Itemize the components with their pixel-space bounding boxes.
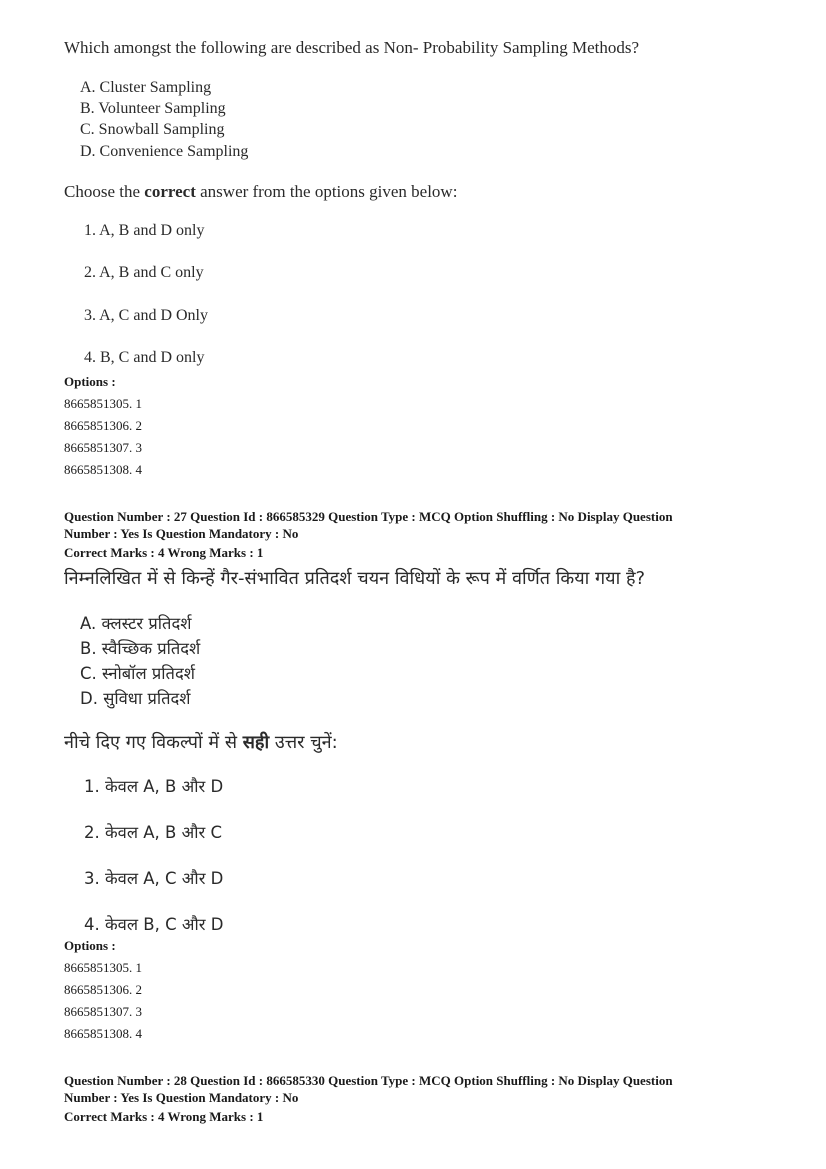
option-id: 8665851307. 3 [64, 1004, 142, 1019]
option-id: 8665851305. 1 [64, 396, 142, 411]
list-item: B. Volunteer Sampling [80, 100, 226, 117]
option-id: 8665851308. 4 [64, 462, 142, 477]
answer-choice: 1. A, B and D only [84, 222, 205, 239]
option-id: 8665851306. 2 [64, 982, 142, 997]
options-label: Options : [64, 374, 116, 389]
answer-choice: 4. केवल B, C और D [84, 915, 224, 934]
list-item: B. स्वैच्छिक प्रतिदर्श [80, 639, 201, 658]
question-marks: Correct Marks : 4 Wrong Marks : 1 [64, 545, 264, 560]
options-label: Options : [64, 938, 116, 953]
list-item: D. सुविधा प्रतिदर्श [80, 689, 191, 708]
question-marks: Correct Marks : 4 Wrong Marks : 1 [64, 1109, 264, 1124]
answer-choice: 3. A, C and D Only [84, 307, 208, 324]
question-text: Which amongst the following are described as Non- Probability Sampling Methods? [64, 38, 640, 57]
option-id: 8665851305. 1 [64, 960, 142, 975]
list-item: D. Convenience Sampling [80, 143, 249, 160]
option-id: 8665851306. 2 [64, 418, 142, 433]
option-id: 8665851307. 3 [64, 440, 142, 455]
list-item: A. Cluster Sampling [80, 79, 212, 96]
instruction-text-hindi: नीचे दिए गए विकल्पों में से सही उत्तर चुनें: [64, 732, 338, 753]
question-meta: Number : Yes Is Question Mandatory : No [64, 1090, 299, 1105]
option-id: 8665851308. 4 [64, 1026, 142, 1041]
list-item: C. स्नोबॉल प्रतिदर्श [80, 664, 195, 683]
answer-choice: 1. केवल A, B और D [84, 777, 224, 796]
list-item: A. क्लस्टर प्रतिदर्श [80, 614, 192, 633]
answer-choice: 2. केवल A, B और C [84, 823, 223, 842]
list-item: C. Snowball Sampling [80, 121, 225, 138]
question-text-hindi: निम्नलिखित में से किन्हें गैर-संभावित प्रतिदर्श चयन विधियों के रूप में वर्णित किया गया है? [64, 568, 646, 589]
instruction-text: Choose the correct answer from the options given below: [64, 182, 458, 201]
answer-choice: 4. B, C and D only [84, 349, 205, 366]
question-meta: Question Number : 28 Question Id : 866585330 Question Type : MCQ Option Shuffling : No Display Question [64, 1073, 673, 1088]
question-meta: Question Number : 27 Question Id : 866585329 Question Type : MCQ Option Shuffling : No Display Question [64, 509, 673, 524]
answer-choice: 3. केवल A, C और D [84, 869, 224, 888]
answer-choice: 2. A, B and C only [84, 264, 204, 281]
question-meta: Number : Yes Is Question Mandatory : No [64, 526, 299, 541]
